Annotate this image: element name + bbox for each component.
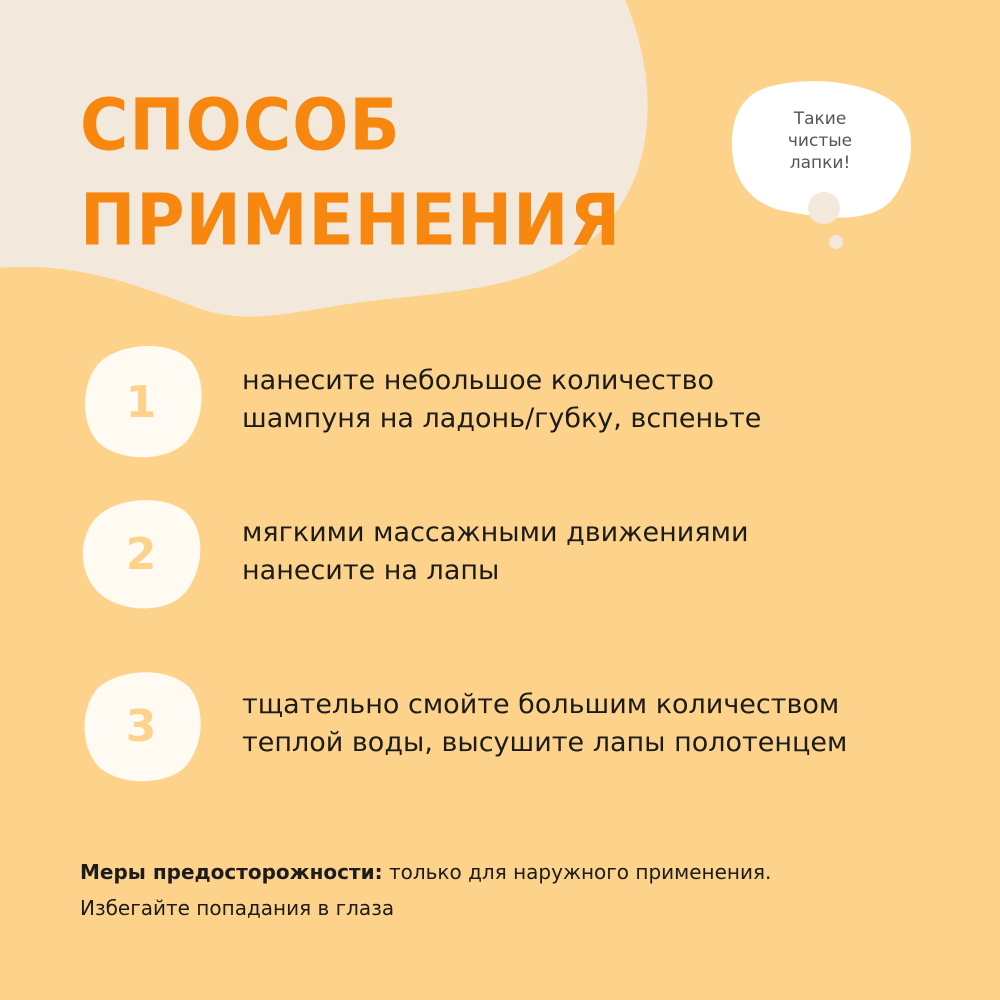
caution-text: только для наружного применения. [382, 860, 772, 884]
step-number: 1 [125, 376, 157, 428]
step-3 [78, 668, 958, 788]
bubble-line: лапки! [789, 153, 851, 173]
step-text-line: мягкими массажными движениями [242, 517, 749, 548]
caution-line-1 [80, 854, 940, 890]
title-line-1: СПОСОБ [80, 83, 401, 167]
page-title [80, 78, 621, 268]
caution-note [80, 854, 940, 926]
step-text-line: нанесите небольшое количество [242, 365, 714, 396]
step-text-line: теплой воды, высушите лапы полотенцем [242, 727, 848, 758]
bubble-line: чистые [787, 131, 853, 151]
step-badge [78, 668, 204, 784]
bubble-text [760, 108, 880, 174]
step-text-line: шампуня на ладонь/губку, вспеньте [242, 403, 762, 434]
speech-bubble [720, 78, 920, 258]
caution-line-2: Избегайте попадания в глаза [80, 896, 395, 920]
step-text [242, 686, 962, 762]
caution-label: Меры предосторожности: [80, 860, 383, 884]
step-text-line: тщательно смойте большим количеством [242, 689, 840, 720]
step-text [242, 362, 962, 438]
step-badge [78, 496, 204, 612]
step-number: 3 [125, 700, 157, 752]
step-number: 2 [125, 528, 157, 580]
bubble-line: Такие [793, 109, 847, 129]
step-badge [78, 344, 204, 460]
step-2 [78, 496, 958, 616]
title-line-2: ПРИМЕНЕНИЯ [80, 178, 622, 262]
step-text [242, 514, 962, 590]
step-1 [78, 344, 958, 464]
step-text-line: нанесите на лапы [242, 555, 500, 586]
